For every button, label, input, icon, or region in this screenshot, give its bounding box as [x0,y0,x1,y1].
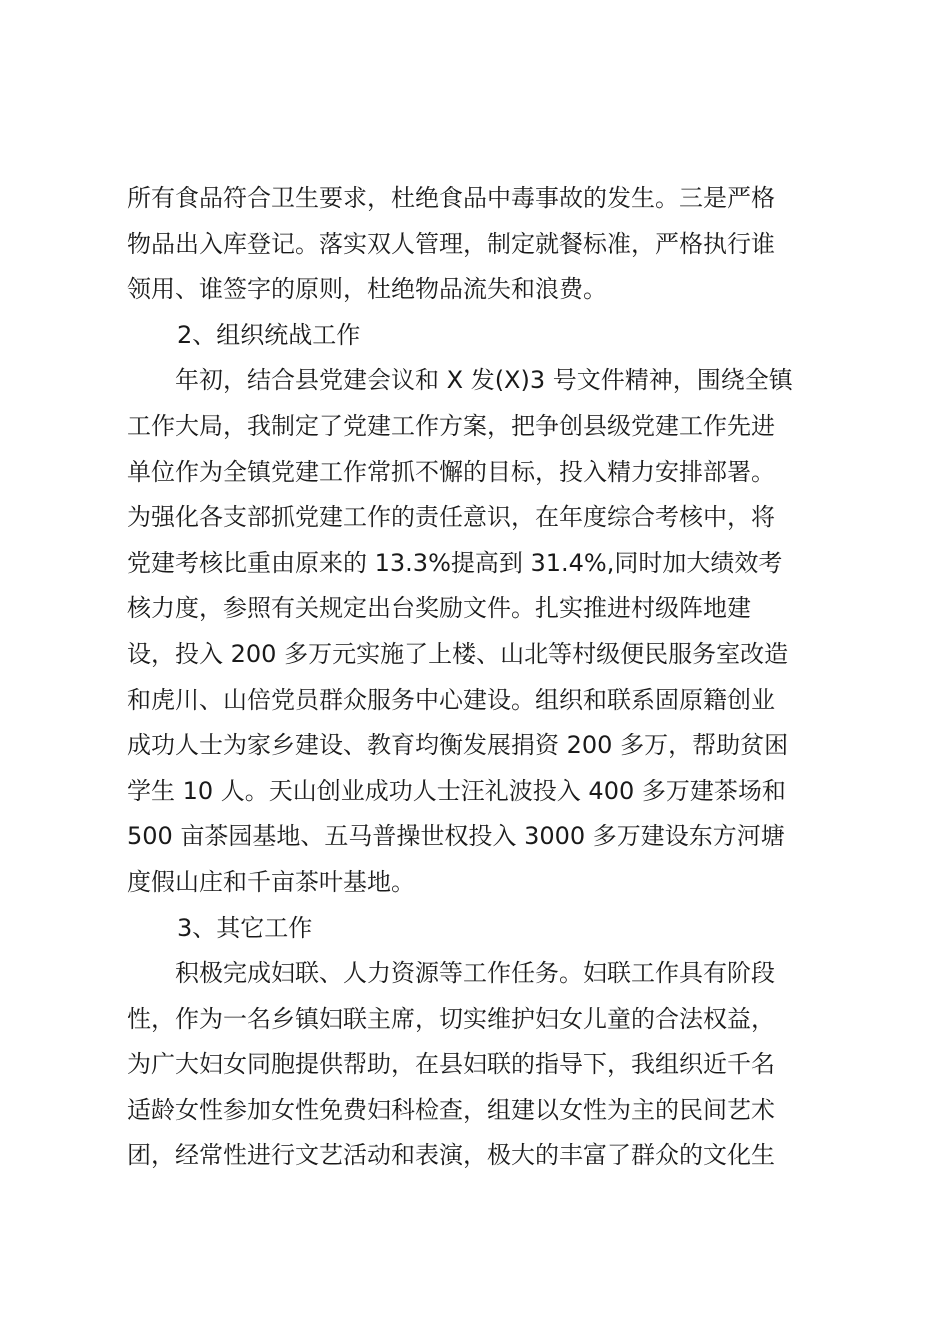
body-text-line: 党建考核比重由原来的 13.3%提高到 31.4%,同时加大绩效考 [127,548,783,577]
body-text-line: 适龄女性参加女性免费妇科检查，组建以女性为主的民间艺术 [127,1095,775,1124]
document-body [127,176,827,1179]
body-text-line: 500 亩茶园基地、五马普操世权投入 3000 多万建设东方河塘 [127,822,785,851]
body-text-line: 所有食品符合卫生要求，杜绝食品中毒事故的发生。三是严格 [127,184,775,212]
body-text-line: 成功人士为家乡建设、教育均衡发展捐资 200 多万，帮助贫困 [127,731,789,760]
body-text-line: 性，作为一名乡镇妇联主席，切实维护妇女儿童的合法权益， [127,1004,775,1033]
section-heading: 2、组织统战工作 [177,320,361,349]
body-text-line: 团，经常性进行文艺活动和表演，极大的丰富了群众的文化生 [127,1141,775,1170]
body-text-line: 为广大妇女同胞提供帮助，在县妇联的指导下，我组织近千名 [127,1050,775,1079]
section-heading: 3、其它工作 [177,913,313,942]
body-text-line: 为强化各支部抓党建工作的责任意识，在年度综合考核中，将 [127,503,775,532]
body-text-line: 工作大局，我制定了党建工作方案，把争创县级党建工作先进 [127,411,775,440]
body-text-line: 单位作为全镇党建工作常抓不懈的目标，投入精力安排部署。 [127,457,775,486]
body-text-line: 核力度，参照有关规定出台奖励文件。扎实推进村级阵地建 [127,594,751,623]
paragraph-first-line: 年初，结合县党建会议和 X 发(X)3 号文件精神，围绕全镇 [175,366,793,395]
body-text-line: 领用、谁签字的原则，杜绝物品流失和浪费。 [127,275,607,304]
body-text-line: 度假山庄和千亩茶叶基地。 [127,867,415,896]
body-text-line: 设，投入 200 多万元实施了上楼、山北等村级便民服务室改造 [127,639,789,668]
body-text-line: 学生 10 人。天山创业成功人士汪礼波投入 400 多万建茶场和 [127,776,786,805]
paragraph-first-line: 积极完成妇联、人力资源等工作任务。妇联工作具有阶段 [175,959,775,988]
body-text-line: 物品出入库登记。落实双人管理，制定就餐标准，严格执行谁 [127,229,775,258]
body-text-line: 和虎川、山倍党员群众服务中心建设。组织和联系固原籍创业 [127,685,775,714]
